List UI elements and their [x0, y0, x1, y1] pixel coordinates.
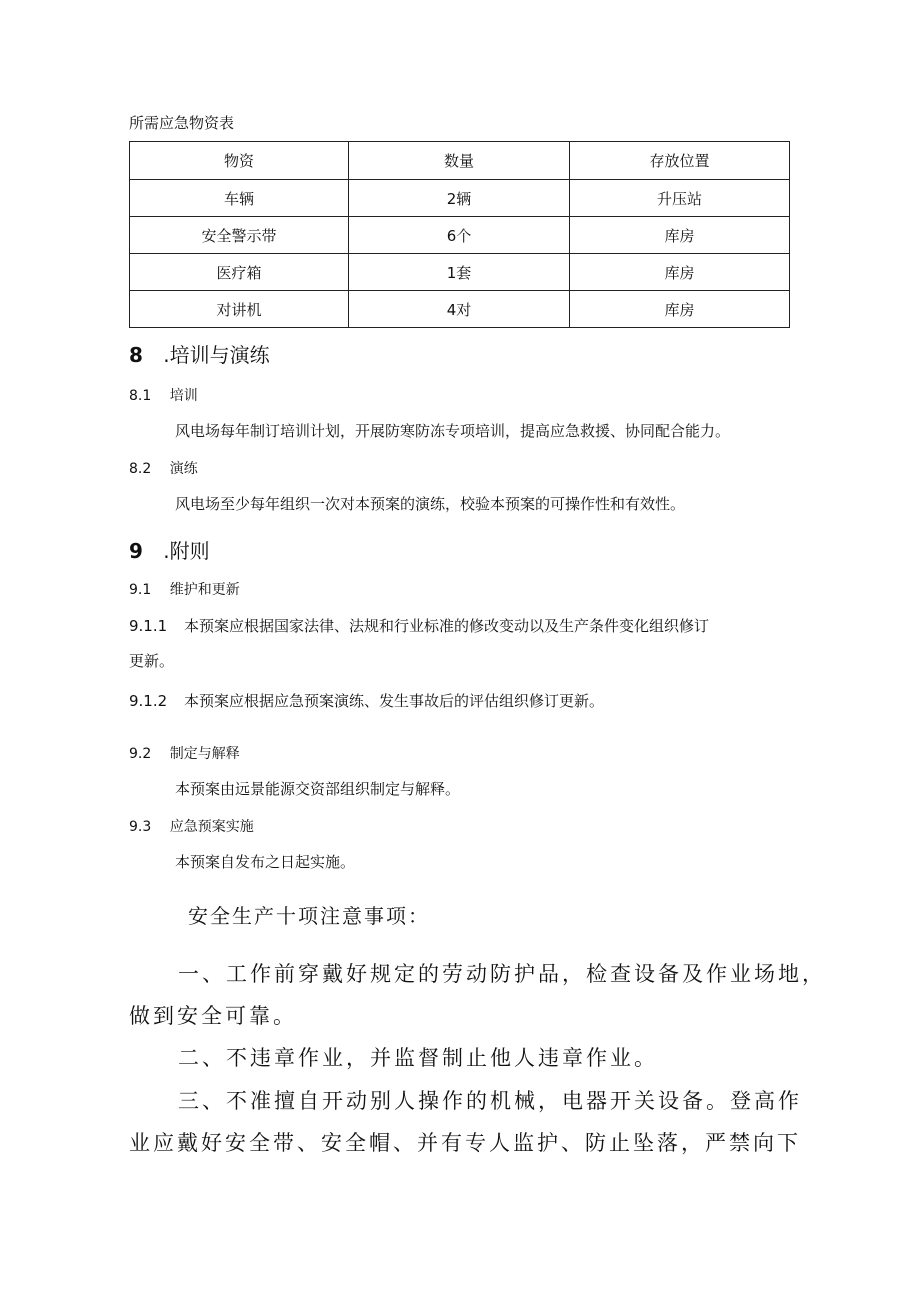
clause-number: 9.1.2: [129, 692, 168, 710]
subsection-title: 维护和更新: [169, 582, 240, 598]
table-cell: 升压站: [570, 180, 790, 217]
table-row: [130, 217, 790, 254]
subsection-title: 演练: [169, 461, 198, 477]
section-number: 9: [129, 539, 143, 563]
safety-item-2: 二、不违章作业，并监督制止他人违章作业。: [178, 1046, 658, 1070]
header-cell-quantity: 数量: [349, 142, 570, 180]
clause-continuation: 更新。: [129, 652, 175, 670]
paragraph: 本预案自发布之日起实施。: [175, 853, 356, 871]
subsection-9-2-heading: [129, 743, 240, 763]
table-cell: 4对: [349, 291, 570, 328]
table-cell: 库房: [570, 291, 790, 328]
clause-number: 9.1.1: [129, 617, 168, 635]
table-row: [130, 291, 790, 328]
emergency-materials-table: [129, 141, 790, 328]
table-caption: 所需应急物资表: [129, 114, 235, 132]
subsection-8-2-heading: [129, 458, 198, 478]
clause-text: 本预案应根据应急预案演练、发生事故后的评估组织修订更新。: [183, 692, 604, 710]
subsection-number: 8.1: [129, 388, 152, 404]
table-cell: 1套: [349, 254, 570, 291]
table-cell: 医疗箱: [130, 254, 349, 291]
table-row: [130, 254, 790, 291]
subsection-number: 8.2: [129, 461, 152, 477]
subsection-title: 培训: [169, 388, 198, 404]
section-9-heading: [129, 535, 210, 564]
table-row: [130, 180, 790, 217]
subsection-number: 9.2: [129, 746, 152, 762]
subsection-8-1-heading: [129, 385, 198, 405]
subsection-title: 应急预案实施: [169, 819, 254, 835]
table-header-row: [130, 142, 790, 180]
subsection-title: 制定与解释: [169, 746, 240, 762]
subsection-number: 9.3: [129, 819, 152, 835]
header-cell-location: 存放位置: [570, 142, 790, 180]
subsection-9-3-heading: [129, 816, 254, 836]
safety-item-3-line-2: 业应戴好安全带、安全帽、并有专人监护、防止坠落，严禁向下: [129, 1131, 801, 1155]
safety-item-3-line-1: 三、不准擅自开动别人操作的机械，电器开关设备。登高作: [178, 1089, 802, 1113]
paragraph: 风电场每年制订培训计划，开展防寒防冻专项培训，提高应急救援、协同配合能力。: [175, 422, 731, 440]
section-title: .附则: [163, 539, 210, 563]
table-cell: 库房: [570, 217, 790, 254]
table-cell: 2辆: [349, 180, 570, 217]
table-cell: 6个: [349, 217, 570, 254]
paragraph: 本预案由远景能源交资部组织制定与解释。: [175, 780, 461, 798]
table-cell: 车辆: [130, 180, 349, 217]
safety-item-1-line-2: 做到安全可靠。: [129, 1004, 297, 1028]
section-title: .培训与演练: [163, 343, 270, 367]
section-8-heading: [129, 339, 270, 368]
safety-item-1-line-1: 一、工作前穿戴好规定的劳动防护品，检查设备及作业场地，: [178, 962, 826, 986]
section-number: 8: [129, 343, 143, 367]
header-cell-material: 物资: [130, 142, 349, 180]
clause-9-1-1: [129, 615, 709, 636]
subsection-9-1-heading: [129, 579, 240, 599]
table-cell: 安全警示带: [130, 217, 349, 254]
safety-title: 安全生产十项注意事项：: [188, 904, 430, 928]
subsection-number: 9.1: [129, 582, 152, 598]
table-cell: 库房: [570, 254, 790, 291]
table-cell: 对讲机: [130, 291, 349, 328]
paragraph: 风电场至少每年组织一次对本预案的演练，校验本预案的可操作性和有效性。: [175, 495, 686, 513]
clause-text: 本预案应根据国家法律、法规和行业标准的修改变动以及生产条件变化组织修订: [183, 617, 709, 635]
clause-9-1-2: [129, 690, 604, 711]
